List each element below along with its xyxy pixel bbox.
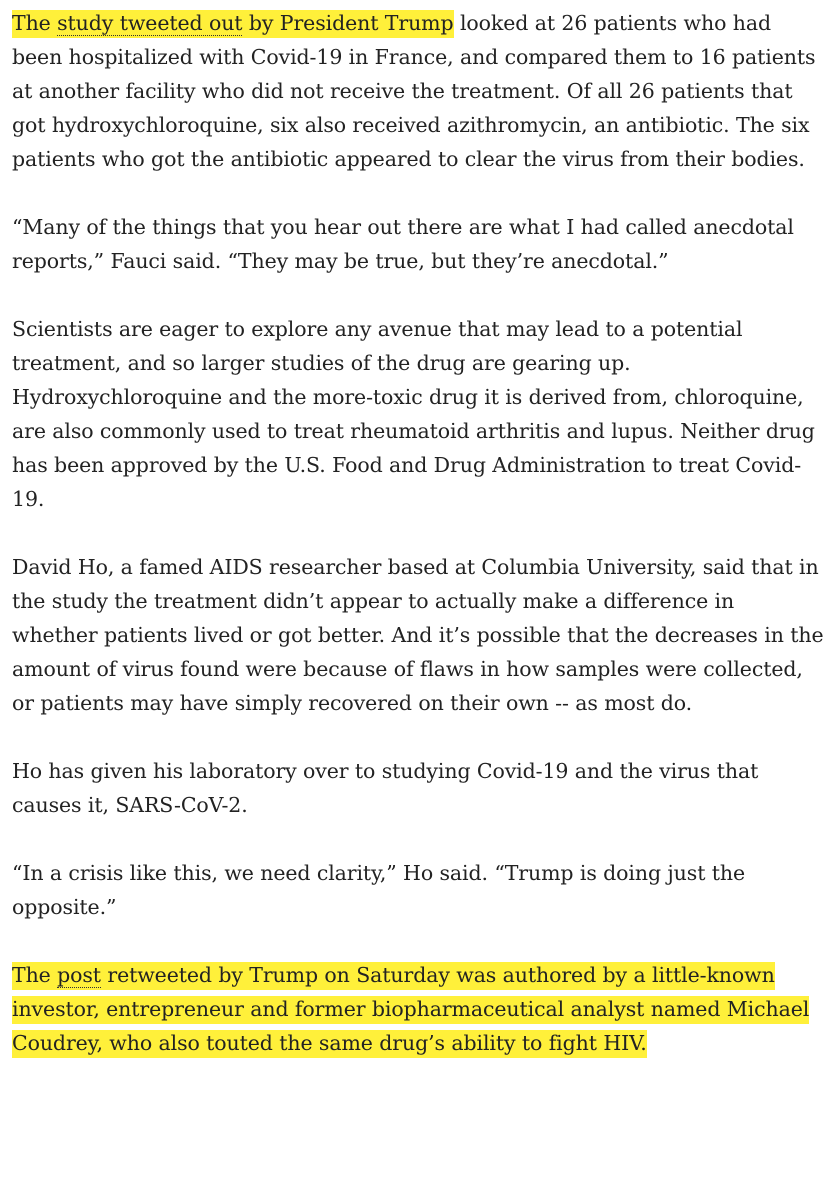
highlight-prefix: The (12, 963, 58, 987)
article-body (12, 6, 824, 1060)
highlighted-text (12, 962, 809, 1058)
paragraph-coudrey (12, 958, 824, 1060)
highlight-prefix: The (12, 11, 58, 35)
paragraph-study (12, 6, 824, 176)
paragraph-fauci-quote: “Many of the things that you hear out there are what I had called anecdotal reports,” Fauci said. “They may be true, but they’re anecdotal.” (12, 215, 794, 273)
study-tweeted-out-link[interactable]: study tweeted out (57, 11, 243, 35)
post-link[interactable]: post (57, 963, 101, 987)
paragraph-rest: looked at 26 patients who had been hospitalized with Covid-19 in France, and compared them to 16 patients at another facility who did not receive the treatment. Of all 26 patients that got hydroxychloroquine, six also received azithromycin, an antibiotic. The six patients who got the antibiotic appeared to clear the virus from their bodies. (12, 11, 816, 171)
highlight-suffix: retweeted by Trump on Saturday was authored by a little-known investor, entrepreneur and former biopharmaceutical analyst named Michael Coudrey, who also touted the same drug’s ability to fight HIV. (12, 963, 810, 1055)
paragraph-ho-quote: “In a crisis like this, we need clarity,” Ho said. “Trump is doing just the opposite.” (12, 861, 746, 919)
highlight-suffix: by President Trump (242, 11, 454, 35)
paragraph-david-ho: David Ho, a famed AIDS researcher based at Columbia University, said that in the study the treatment didn’t appear to actually make a difference in whether patients lived or got better. And it’s possible that the decreases in the amount of virus found were because of flaws in how samples were collected, or patients may have simply recovered on their own -- as most do. (12, 555, 824, 715)
paragraph-scientists: Scientists are eager to explore any avenue that may lead to a potential treatment, and so larger studies of the drug are gearing up. Hydroxychloroquine and the more-toxic drug it is derived from, chloroquine, are also commonly used to treat rheumatoid arthritis and lupus. Neither drug has been approved by the U.S. Food and Drug Administration to treat Covid-19. (12, 317, 815, 511)
highlighted-text (12, 10, 454, 38)
paragraph-ho-laboratory: Ho has given his laboratory over to studying Covid-19 and the virus that causes it, SARS-CoV-2. (12, 759, 759, 817)
